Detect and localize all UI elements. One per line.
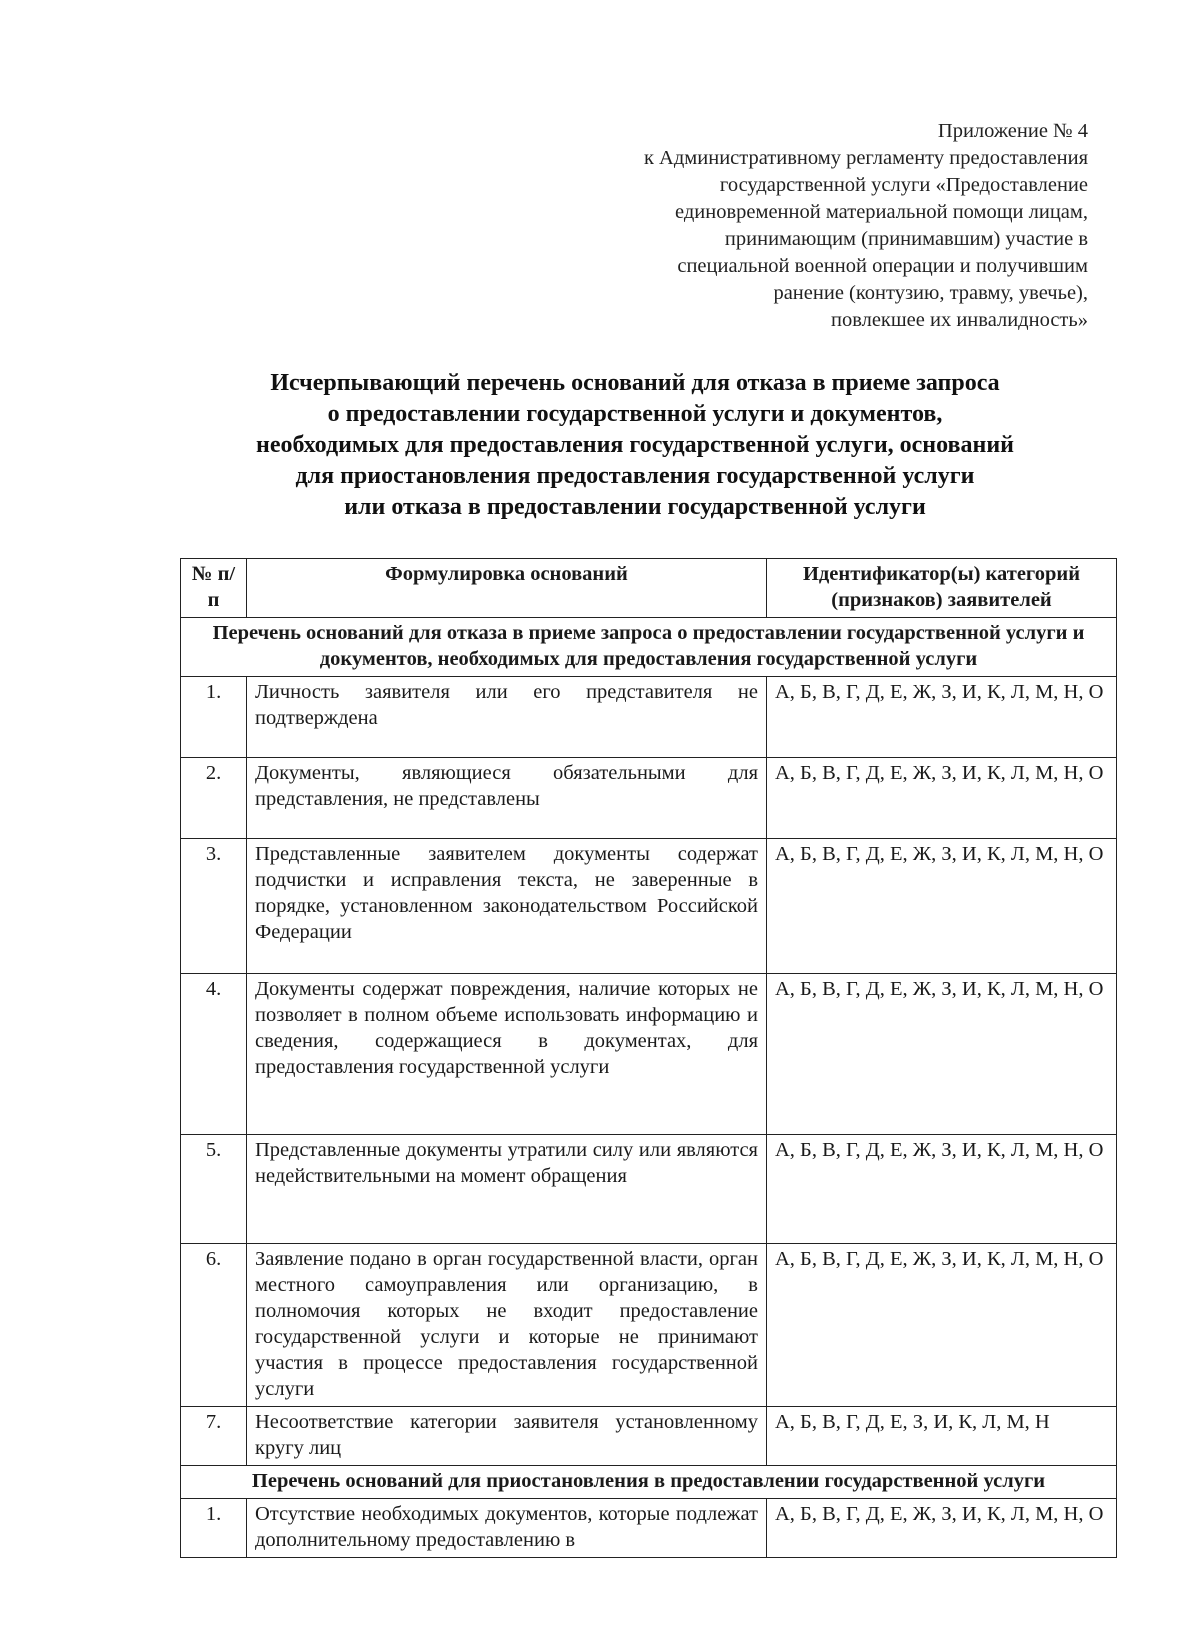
appendix-line: Приложение № 4 bbox=[937, 120, 1088, 142]
appendix-line: повлекшее их инвалидность» bbox=[830, 309, 1088, 331]
row-wording: Представленные заявителем документы содержат подчистки и исправления текста, не заверенные в порядке, установленном законодательством Российской Федерации bbox=[247, 839, 767, 974]
grounds-table bbox=[180, 558, 1117, 1558]
table-row bbox=[181, 758, 1117, 839]
row-wording: Документы, являющиеся обязательными для представления, не представлены bbox=[247, 758, 767, 839]
row-wording: Заявление подано в орган государственной власти, орган местного самоуправления или организацию, в полномочия которых не входит предоставление государственной услуги и которые не принимают участия в процессе предоставления государственной услуги bbox=[247, 1244, 767, 1407]
row-number: 1. bbox=[181, 1499, 247, 1558]
table-row bbox=[181, 1135, 1117, 1244]
section-title: Перечень оснований для отказа в приеме запроса о предоставлении государственной услуги и документов, необходимых для предоставления государственной услуги bbox=[181, 618, 1117, 677]
appendix-line: ранение (контузию, травму, увечье), bbox=[773, 282, 1088, 304]
appendix-line: к Административному регламенту предоставления bbox=[643, 147, 1088, 169]
header-number: № п/п bbox=[181, 559, 247, 618]
appendix-line: единовременной материальной помощи лицам, bbox=[675, 201, 1088, 223]
row-identifiers: А, Б, В, Г, Д, Е, Ж, З, И, К, Л, М, Н, О bbox=[767, 758, 1117, 839]
row-wording: Личность заявителя или его представителя не подтверждена bbox=[247, 677, 767, 758]
appendix-line: государственной услуги «Предоставление bbox=[719, 174, 1088, 196]
row-wording: Представленные документы утратили силу или являются недействительными на момент обращения bbox=[247, 1135, 767, 1244]
title-line: о предоставлении государственной услуги и документов, bbox=[327, 401, 943, 427]
table-row bbox=[181, 839, 1117, 974]
row-identifiers: А, Б, В, Г, Д, Е, Ж, З, И, К, Л, М, Н, О bbox=[767, 1499, 1117, 1558]
table-row bbox=[181, 1499, 1117, 1558]
row-identifiers: А, Б, В, Г, Д, Е, З, И, К, Л, М, Н bbox=[767, 1407, 1117, 1466]
row-identifiers: А, Б, В, Г, Д, Е, Ж, З, И, К, Л, М, Н, О bbox=[767, 839, 1117, 974]
row-identifiers: А, Б, В, Г, Д, Е, Ж, З, И, К, Л, М, Н, О bbox=[767, 974, 1117, 1135]
row-identifiers: А, Б, В, Г, Д, Е, Ж, З, И, К, Л, М, Н, О bbox=[767, 677, 1117, 758]
row-wording: Документы содержат повреждения, наличие которых не позволяет в полном объеме использовать информацию и сведения, содержащиеся в документах, для предоставления государственной услуги bbox=[247, 974, 767, 1135]
section-row bbox=[181, 1466, 1117, 1499]
appendix-heading bbox=[528, 118, 1088, 334]
row-number: 5. bbox=[181, 1135, 247, 1244]
appendix-line: специальной военной операции и получившим bbox=[677, 255, 1088, 277]
table-header-row bbox=[181, 559, 1117, 618]
table-row bbox=[181, 1407, 1117, 1466]
document-title bbox=[170, 368, 1100, 523]
row-identifiers: А, Б, В, Г, Д, Е, Ж, З, И, К, Л, М, Н, О bbox=[767, 1135, 1117, 1244]
table-row bbox=[181, 974, 1117, 1135]
title-line: Исчерпывающий перечень оснований для отказа в приеме запроса bbox=[270, 370, 1000, 396]
row-number: 6. bbox=[181, 1244, 247, 1407]
row-wording: Отсутствие необходимых документов, которые подлежат дополнительному предоставлению в bbox=[247, 1499, 767, 1558]
table-row bbox=[181, 677, 1117, 758]
row-number: 1. bbox=[181, 677, 247, 758]
row-number: 4. bbox=[181, 974, 247, 1135]
header-identifiers: Идентификатор(ы) категорий (признаков) заявителей bbox=[767, 559, 1117, 618]
title-line: или отказа в предоставлении государственной услуги bbox=[344, 494, 926, 520]
section-row bbox=[181, 618, 1117, 677]
appendix-line: принимающим (принимавшим) участие в bbox=[724, 228, 1088, 250]
row-identifiers: А, Б, В, Г, Д, Е, Ж, З, И, К, Л, М, Н, О bbox=[767, 1244, 1117, 1407]
row-wording: Несоответствие категории заявителя установленному кругу лиц bbox=[247, 1407, 767, 1466]
title-line: для приостановления предоставления государственной услуги bbox=[295, 463, 975, 489]
row-number: 3. bbox=[181, 839, 247, 974]
section-title: Перечень оснований для приостановления в предоставлении государственной услуги bbox=[181, 1466, 1117, 1499]
title-line: необходимых для предоставления государственной услуги, оснований bbox=[256, 432, 1014, 458]
row-number: 2. bbox=[181, 758, 247, 839]
row-number: 7. bbox=[181, 1407, 247, 1466]
header-wording: Формулировка оснований bbox=[247, 559, 767, 618]
table-row bbox=[181, 1244, 1117, 1407]
